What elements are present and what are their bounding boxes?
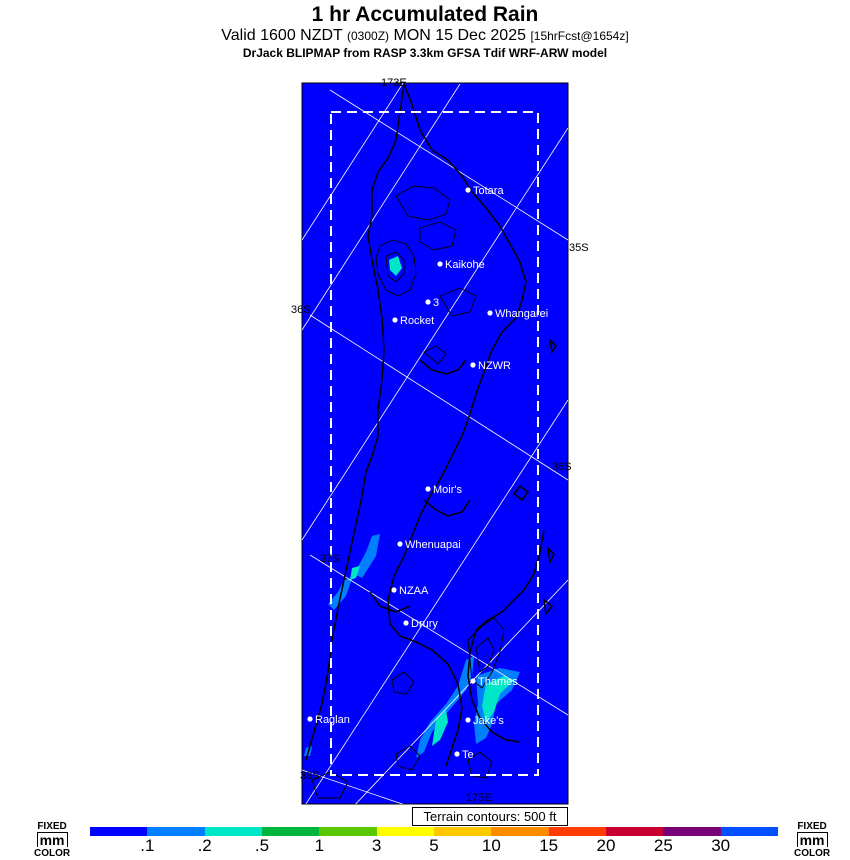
colorbar-segment — [262, 827, 319, 836]
place-label: Raglan — [315, 714, 350, 726]
place-label: Jake's — [473, 715, 504, 727]
place-dot — [307, 716, 312, 721]
units-label-left — [34, 822, 70, 859]
place-dot — [470, 362, 475, 367]
lat-label: 38S — [300, 770, 320, 782]
forecast-date: MON 15 Dec 2025 — [393, 27, 526, 44]
place-dot — [465, 187, 470, 192]
place-marker — [470, 676, 518, 688]
colorbar-tick-label: 25 — [653, 836, 673, 855]
place-label: Rocket — [400, 315, 435, 327]
color-label: COLOR — [794, 848, 831, 859]
model-description: DrJack BLIPMAP from RASP 3.3km GFSA Tdif WRF-ARW model — [242, 46, 608, 60]
place-label: Thames — [478, 676, 518, 688]
lat-label: 37S — [320, 553, 340, 565]
colorbar-segment — [90, 827, 147, 836]
colorbar-tick-label: 15 — [539, 836, 559, 855]
place-label: Kaikohe — [445, 259, 485, 271]
colorbar-tick-label: 1 — [314, 836, 325, 855]
place-label: Drury — [411, 618, 438, 630]
colorbar-segment — [319, 827, 376, 836]
place-dot — [391, 587, 396, 592]
lon-label: 173E — [381, 77, 407, 89]
place-dot — [403, 620, 408, 625]
colorbar-tick-label: 5 — [429, 836, 439, 855]
fixed-label: FIXED — [37, 821, 67, 832]
place-dot — [454, 751, 459, 756]
colorbar-segment — [147, 827, 204, 836]
place-label: Te — [462, 749, 474, 761]
place-dot — [470, 678, 475, 683]
rain-colorbar — [90, 827, 778, 836]
lat-label: 36S — [552, 461, 572, 473]
map-title: 1 hr Accumulated Rain — [311, 3, 539, 26]
place-label: NZAA — [399, 585, 429, 597]
colorbar-tick-label: .1 — [140, 836, 155, 855]
colorbar-tick-label: 20 — [596, 836, 616, 855]
units-label-right — [794, 822, 830, 859]
place-dot — [425, 299, 430, 304]
colorbar-segment — [434, 827, 491, 836]
place-dot — [425, 486, 430, 491]
colorbar-tick-label: 10 — [481, 836, 501, 855]
lat-label: 35S — [569, 242, 589, 254]
place-dot — [397, 541, 402, 546]
colorbar-segment — [491, 827, 548, 836]
colorbar-segment — [205, 827, 262, 836]
place-marker — [437, 259, 484, 271]
colorbar-segment — [663, 827, 720, 836]
colorbar-segment — [606, 827, 663, 836]
colorbar-segment — [549, 827, 606, 836]
colorbar-tick-label: 3 — [371, 836, 382, 855]
place-dot — [392, 317, 397, 322]
place-dot — [437, 261, 442, 266]
valid-label: Valid 1600 NZDT — [221, 27, 343, 44]
forecast-run: [15hrFcst@1654z] — [530, 29, 629, 43]
colorbar-tick-label: .2 — [197, 836, 212, 855]
place-dot — [465, 717, 470, 722]
units-mm: mm — [37, 832, 68, 847]
map-background — [302, 83, 568, 804]
units-mm: mm — [797, 832, 828, 847]
lat-label: 36S — [291, 304, 311, 316]
place-dot — [487, 310, 492, 315]
place-marker — [397, 539, 460, 551]
lon-label: 175E — [466, 792, 492, 804]
colorbar-tick-label: .5 — [254, 836, 270, 855]
place-label: 3 — [433, 297, 440, 309]
place-marker — [487, 308, 548, 320]
fixed-label: FIXED — [797, 821, 827, 832]
colorbar-segment — [721, 827, 778, 836]
colorbar-tick-label: 30 — [711, 836, 731, 855]
place-label: NZWR — [478, 360, 511, 372]
colorbar-segment — [377, 827, 434, 836]
place-label: Whenuapai — [405, 539, 461, 551]
place-label: Totara — [473, 185, 504, 197]
place-label: Moir's — [433, 484, 462, 496]
terrain-contours-note: Terrain contours: 500 ft — [412, 807, 568, 826]
color-label: COLOR — [34, 848, 71, 859]
utc-time: (0300Z) — [347, 29, 390, 43]
place-label: Whangarei — [495, 308, 549, 320]
